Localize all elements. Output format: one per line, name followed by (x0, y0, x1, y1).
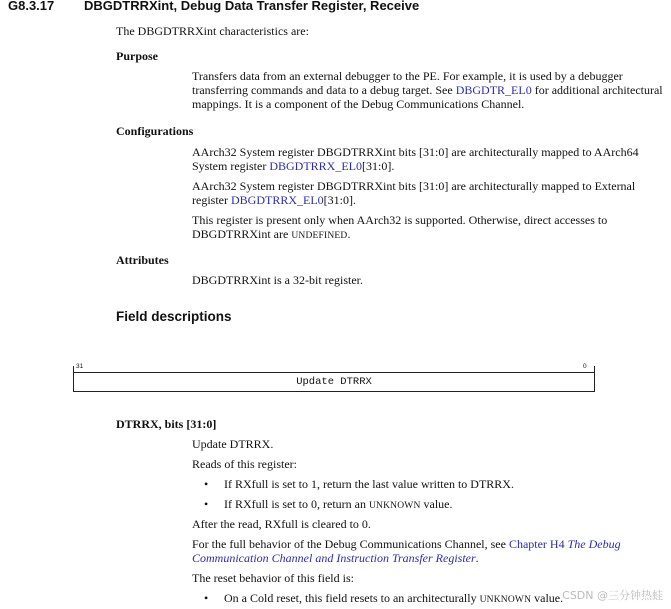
attributes-label: Attributes (116, 253, 169, 267)
bit-label-0: 0 (583, 363, 587, 370)
unknown-term-2: UNKNOWN (479, 595, 532, 605)
section-number: G8.3.17 (8, 0, 55, 13)
register-field-label: Update DTRRX (296, 376, 372, 388)
unknown-term: UNKNOWN (368, 501, 421, 511)
register-diagram (73, 372, 595, 392)
bullet-2-glyph: • (204, 497, 209, 511)
field-line-2: Reads of this register: (192, 457, 297, 471)
bullet-1-text: If RXfull is set to 1, return the last value written to DTRRX. (224, 477, 514, 491)
section-heading (8, 0, 419, 13)
link-dbgdtrrx-el0-external[interactable]: DBGDTRRX_EL0 (230, 193, 324, 207)
undefined-term: UNDEFINED (291, 231, 348, 241)
reset-behavior-text: The reset behavior of this field is: (192, 571, 354, 585)
field-descriptions-title: Field descriptions (116, 309, 232, 324)
config-paragraph-3: This register is present only when AArch32 is supported. Otherwise, direct accesses to DBGDTRRXint are UNDEFINED. (192, 213, 608, 241)
link-chapter-h4-continued[interactable]: Communication Channel and Instruction Transfer Register (192, 551, 476, 565)
bullet-1-glyph: • (204, 477, 209, 491)
watermark: CSDN @三分钟热蛙 (562, 589, 663, 602)
purpose-text: Transfers data from an external debugger to the PE. For example, it is used by a debugger transferring commands and data to a debug target. See DBGDTR_EL0 for additional architectural mappings. It is a component of the Debug Communications Channel. (192, 69, 663, 111)
bit-label-31: 31 (76, 363, 84, 370)
bullet-2-text: If RXfull is set to 0, return an UNKNOWN value. (224, 497, 453, 511)
link-dbgdtrrx-el0[interactable]: DBGDTRRX_EL0 (269, 159, 362, 173)
link-chapter-h4[interactable]: Chapter H4 The Debug (508, 537, 621, 551)
field-line-1: Update DTRRX. (192, 437, 274, 451)
field-heading: DTRRX, bits [31:0] (116, 417, 217, 431)
config-paragraph-1: AArch32 System register DBGDTRRXint bits [31:0] are architecturally mapped to AArch64 System register DBGDTRRX_EL0[31:0]. (192, 145, 639, 173)
bullet-3-text: On a Cold reset, this field resets to an architecturally UNKNOWN value. (224, 591, 564, 605)
attributes-text: DBGDTRRXint is a 32-bit register. (192, 273, 363, 287)
full-behavior-text: For the full behavior of the Debug Communications Channel, see Chapter H4 The Debug Communication Channel and Instruction Transfer Register. (192, 537, 621, 565)
config-paragraph-2: AArch32 System register DBGDTRRXint bits [31:0] are architecturally mapped to External register DBGDTRRX_EL0[31:0]. (192, 179, 636, 207)
purpose-label: Purpose (116, 49, 158, 63)
configurations-label: Configurations (116, 124, 194, 138)
bullet-3-glyph: • (204, 591, 209, 605)
link-dbgdtr-el0[interactable]: DBGDTR_EL0 (455, 83, 532, 97)
intro-text: The DBGDTRRXint characteristics are: (116, 24, 309, 38)
section-title: DBGDTRRXint, Debug Data Transfer Register, Receive (84, 0, 420, 13)
after-read-text: After the read, RXfull is cleared to 0. (192, 517, 371, 531)
